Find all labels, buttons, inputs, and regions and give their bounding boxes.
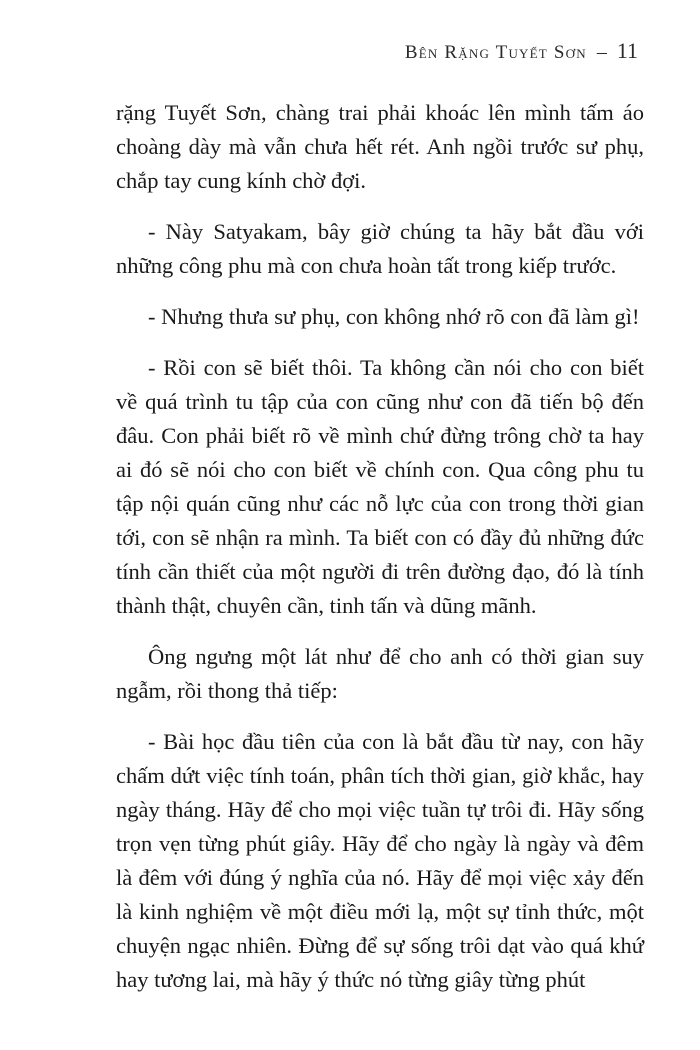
paragraph-dialogue: - Rồi con sẽ biết thôi. Ta không cần nói cho con biết về quá trình tu tập của con cũng như con đã tiến bộ đến đâu. Con phải biết rõ về mình chứ đừng trông chờ ta hay ai đó sẽ nói cho con biết về chính con. Qua công phu tu tập nội quán cũng như các nỗ lực của con trong thời gian tới, con sẽ nhận ra mình. Ta biết con có đầy đủ những đức tính cần thiết của một người đi trên đường đạo, đó là tính thành thật, chuyên cần, tinh tấn và dũng mãnh. [116, 355, 644, 618]
paragraph-narration: Ông ngưng một lát như để cho anh có thời gian suy ngẫm, rồi thong thả tiếp: [116, 644, 644, 703]
page-number: 11 [616, 38, 638, 63]
body-text [116, 96, 644, 1014]
header-separator: – [596, 41, 607, 63]
paragraph-dialogue: - Này Satyakam, bây giờ chúng ta hãy bắt đầu với những công phu mà con chưa hoàn tất trong kiếp trước. [116, 219, 644, 278]
paragraph-continued: rặng Tuyết Sơn, chàng trai phải khoác lên mình tấm áo choàng dày mà vẫn chưa hết rét. Anh ngồi trước sư phụ, chắp tay cung kính chờ đợi. [116, 100, 644, 193]
paragraph-dialogue: - Nhưng thưa sư phụ, con không nhớ rõ con đã làm gì! [148, 304, 640, 329]
running-header [405, 38, 638, 64]
paragraph-dialogue: - Bài học đầu tiên của con là bắt đầu từ nay, con hãy chấm dứt việc tính toán, phân tích thời gian, giờ khắc, hay ngày tháng. Hãy để cho mọi việc tuần tự trôi đi. Hãy sống trọn vẹn từng phút giây. Hãy để cho ngày là ngày và đêm là đêm với đúng ý nghĩa của nó. Hãy để mọi việc xảy đến là kinh nghiệm về một điều mới lạ, một sự tỉnh thức, một chuyện ngạc nhiên. Đừng để sự sống trôi dạt vào quá khứ hay tương lai, mà hãy ý thức nó từng giây từng phút [116, 729, 644, 992]
running-title: Bên Rặng Tuyết Sơn [404, 42, 587, 63]
